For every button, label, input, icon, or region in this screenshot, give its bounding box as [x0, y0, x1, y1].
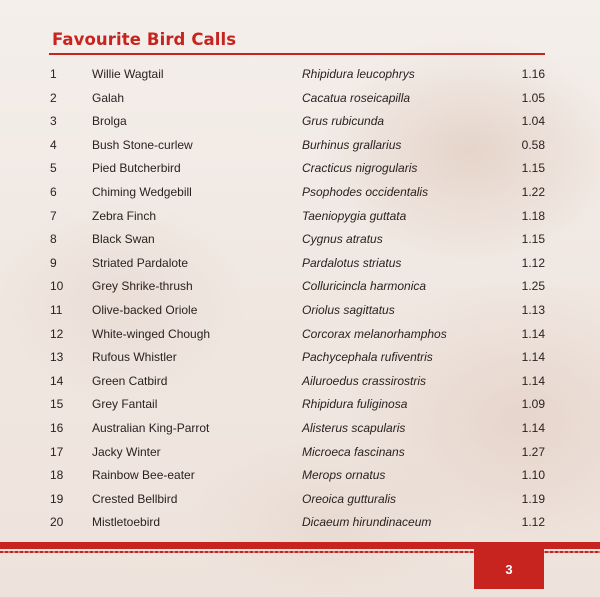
track-duration: 1.15 [521, 232, 545, 247]
track-duration: 1.22 [521, 184, 545, 199]
track-number: 20 [50, 515, 64, 530]
bird-common-name: Grey Shrike-thrush [92, 279, 193, 294]
bird-scientific-name: Pardalotus striatus [302, 255, 402, 270]
track-duration: 1.10 [521, 468, 545, 483]
track-number: 16 [50, 420, 64, 435]
page-title: Favourite Bird Calls [52, 30, 237, 49]
track-row [0, 346, 600, 370]
track-duration: 1.14 [521, 373, 545, 388]
bird-common-name: Rufous Whistler [92, 350, 177, 365]
track-row [0, 393, 600, 417]
track-number: 4 [50, 137, 57, 152]
bird-scientific-name: Pachycephala rufiventris [302, 350, 433, 365]
track-row [0, 441, 600, 465]
track-row [0, 252, 600, 276]
track-duration: 1.25 [521, 279, 545, 294]
bird-common-name: Willie Wagtail [92, 67, 164, 81]
bird-common-name: Australian King-Parrot [92, 420, 210, 435]
track-row [0, 205, 600, 229]
bird-common-name: Olive-backed Oriole [92, 302, 198, 317]
track-number: 3 [50, 114, 57, 129]
bird-common-name: Grey Fantail [92, 397, 158, 412]
bird-common-name: Mistletoebird [92, 515, 161, 530]
track-row [0, 370, 600, 394]
bird-scientific-name: Colluricincla harmonica [302, 279, 427, 294]
bird-scientific-name: Cacatua roseicapilla [302, 90, 411, 105]
bird-common-name: White-winged Chough [92, 326, 211, 341]
bird-scientific-name: Oriolus sagittatus [302, 302, 395, 317]
track-duration: 1.15 [521, 161, 545, 176]
bird-common-name: Striated Pardalote [92, 255, 189, 270]
track-duration: 1.16 [521, 67, 545, 81]
bird-scientific-name: Cygnus atratus [302, 232, 383, 247]
track-row [0, 323, 600, 347]
track-number: 11 [50, 302, 63, 317]
track-duration: 1.14 [521, 350, 545, 365]
bird-scientific-name: Taeniopygia guttata [302, 208, 407, 223]
track-number: 15 [50, 397, 64, 412]
bird-common-name: Green Catbird [92, 373, 168, 388]
track-duration: 1.27 [521, 444, 545, 459]
track-row [0, 464, 600, 488]
track-row [0, 488, 600, 512]
track-row [0, 63, 600, 87]
track-number: 19 [50, 491, 64, 506]
track-number: 17 [50, 444, 64, 459]
track-number: 14 [50, 373, 64, 388]
bird-scientific-name: Merops ornatus [302, 468, 386, 483]
track-duration: 1.04 [521, 114, 545, 129]
track-row [0, 181, 600, 205]
track-row [0, 299, 600, 323]
track-number: 7 [50, 208, 57, 223]
track-row [0, 511, 600, 535]
track-duration: 1.12 [521, 255, 545, 270]
track-number: 13 [50, 350, 64, 365]
track-duration: 1.14 [521, 420, 545, 435]
track-number: 6 [50, 184, 57, 199]
bird-common-name: Chiming Wedgebill [92, 184, 192, 199]
track-row [0, 87, 600, 111]
title-divider [49, 53, 545, 55]
bird-common-name: Jacky Winter [92, 444, 161, 459]
bird-scientific-name: Microeca fascinans [302, 444, 405, 459]
track-row [0, 275, 600, 299]
bird-scientific-name: Cracticus nigrogularis [302, 161, 418, 176]
bird-common-name: Black Swan [92, 232, 155, 247]
track-duration: 1.18 [521, 208, 545, 223]
track-number: 5 [50, 161, 57, 176]
track-number: 9 [50, 255, 57, 270]
track-number: 18 [50, 468, 64, 483]
track-duration: 1.09 [521, 397, 545, 412]
track-row [0, 134, 600, 158]
track-duration: 0.58 [521, 137, 545, 152]
bird-common-name: Crested Bellbird [92, 491, 178, 506]
track-number: 12 [50, 326, 64, 341]
bird-scientific-name: Rhipidura fuliginosa [302, 397, 408, 412]
bird-scientific-name: Corcorax melanorhamphos [302, 326, 447, 341]
bird-scientific-name: Alisterus scapularis [302, 420, 406, 435]
track-number: 8 [50, 232, 57, 247]
bird-scientific-name: Oreoica gutturalis [302, 491, 397, 506]
track-duration: 1.13 [521, 302, 545, 317]
bird-scientific-name: Ailuroedus crassirostris [302, 373, 427, 388]
bird-common-name: Galah [92, 90, 125, 105]
bird-common-name: Pied Butcherbird [92, 161, 181, 176]
track-number: 10 [50, 279, 64, 294]
bird-scientific-name: Rhipidura leucophrys [302, 67, 415, 81]
track-row [0, 228, 600, 252]
track-list [0, 63, 600, 535]
bird-common-name: Bush Stone-curlew [92, 137, 193, 152]
track-duration: 1.14 [521, 326, 545, 341]
track-row [0, 110, 600, 134]
track-duration: 1.12 [521, 515, 545, 530]
bird-common-name: Brolga [92, 114, 127, 129]
track-number: 2 [50, 90, 57, 105]
track-duration: 1.05 [521, 90, 545, 105]
bird-scientific-name: Psophodes occidentalis [302, 184, 429, 199]
page-number: 3 [474, 549, 544, 589]
bird-scientific-name: Grus rubicunda [302, 114, 385, 129]
track-row [0, 157, 600, 181]
track-row [0, 417, 600, 441]
bird-common-name: Rainbow Bee-eater [92, 468, 195, 483]
bird-scientific-name: Burhinus grallarius [302, 137, 402, 152]
bird-common-name: Zebra Finch [92, 208, 157, 223]
track-number: 1 [50, 67, 57, 81]
bird-scientific-name: Dicaeum hirundinaceum [302, 515, 432, 530]
track-duration: 1.19 [521, 491, 545, 506]
footer-band [0, 542, 600, 549]
